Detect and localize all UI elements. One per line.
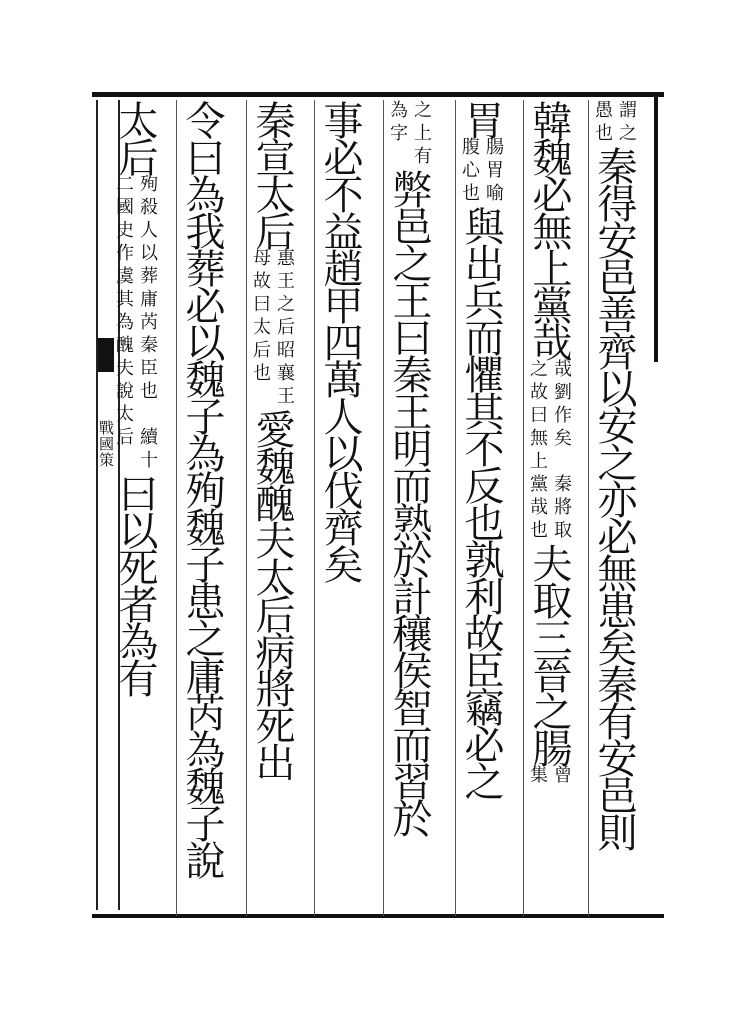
- main-text: 與出兵而懼其不反也孰利故臣竊必之: [458, 206, 504, 798]
- text-column-5: [314, 100, 365, 916]
- commentary-note: [384, 100, 434, 169]
- gutter-title: 戰國策: [97, 420, 115, 468]
- text-column-4: [383, 100, 434, 916]
- main-text: 秦宣太后: [249, 100, 295, 248]
- commentary-note: [247, 248, 297, 409]
- text-column-8: [110, 100, 160, 916]
- main-text: 胃: [458, 100, 504, 137]
- commentary-line-right: 殉殺人以葬庸芮秦臣也 續十: [137, 174, 158, 473]
- commentary-note: [524, 765, 574, 788]
- main-text: 愛魏醜夫太后病將死出: [249, 409, 295, 779]
- main-text: 韓魏必無上黨哉: [526, 100, 572, 359]
- top-border-line: [92, 92, 664, 97]
- right-border-line: [654, 92, 658, 362]
- commentary-line-left: 二國史作虞其為醜夫說太后: [113, 174, 134, 450]
- commentary-line-right: 哉劉作矣 秦將取: [551, 359, 572, 543]
- text-column-7: [176, 100, 227, 916]
- main-text: 秦得安邑善齊以安之亦必無患矣秦有安邑則: [591, 146, 637, 849]
- commentary-line-right: 曾: [551, 765, 572, 788]
- commentary-line-right: 之上有: [411, 100, 432, 169]
- main-text: 夫取三晉之腸: [526, 543, 572, 765]
- commentary-line-left: 之故曰無上黨哉也: [527, 359, 548, 543]
- commentary-line-left: 母故曰太后也: [250, 248, 271, 386]
- main-text: 太后: [112, 100, 158, 174]
- main-text: 令曰為我葬必以魏子為殉魏子患之庸芮為魏子說: [179, 100, 225, 877]
- commentary-note: [524, 359, 574, 543]
- commentary-note: [589, 100, 639, 146]
- main-text: 弊邑之王曰秦王明而熟於計穰侯智而習於: [386, 169, 432, 835]
- commentary-line-left: 為字: [387, 100, 408, 146]
- text-column-2: [523, 100, 574, 916]
- commentary-note: [110, 174, 160, 473]
- commentary-line-right: 惠王之后昭襄王: [274, 248, 295, 409]
- commentary-line-left: 集: [527, 765, 548, 788]
- text-column-3: [455, 100, 506, 916]
- commentary-line-left: 愚也: [592, 100, 613, 146]
- commentary-note: [456, 137, 506, 206]
- commentary-line-right: 謂之: [616, 100, 637, 146]
- commentary-line-left: 腹心也: [459, 137, 480, 206]
- commentary-line-right: 腸胃喻: [483, 137, 504, 206]
- main-text: 事必不益趙甲四萬人以伐齊矣: [317, 100, 363, 581]
- text-column-6: [246, 100, 297, 916]
- main-text: 曰以死者為有: [112, 473, 158, 695]
- text-column-1: [588, 100, 639, 916]
